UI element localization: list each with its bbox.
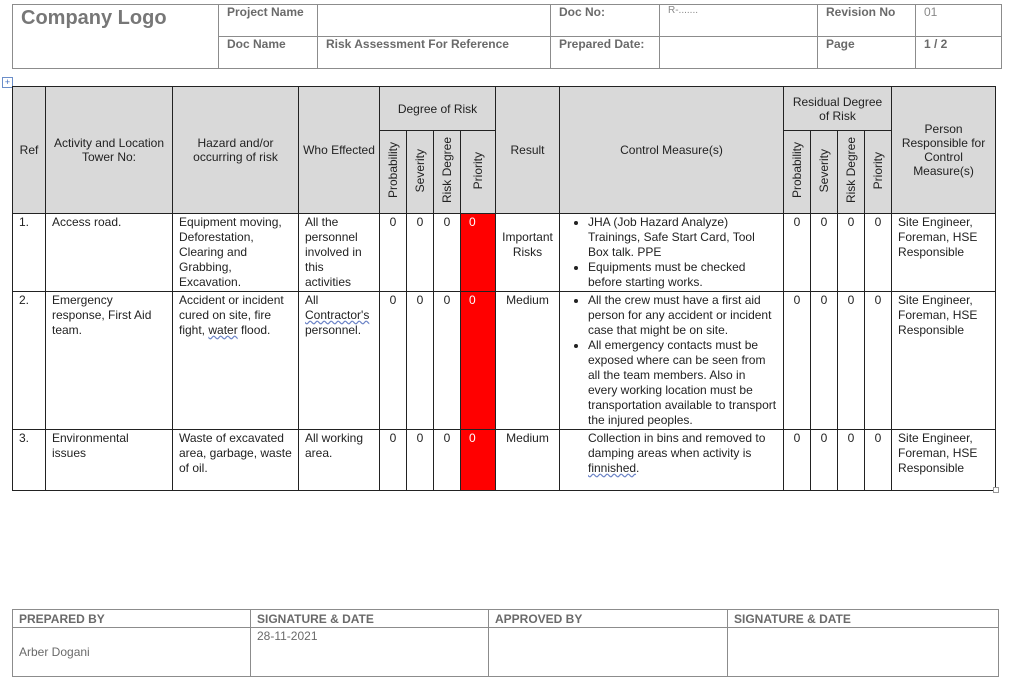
approved-by-label: APPROVED BY (489, 610, 728, 628)
col-header-hazard: Hazard and/or occurring of risk (173, 87, 299, 214)
prepared-by-label: PREPARED BY (13, 610, 251, 628)
risk-assessment-table (12, 86, 996, 491)
cell-residual-severity: 0 (811, 292, 838, 430)
cell-residual-probability: 0 (784, 430, 811, 491)
revision-no-label: Revision No (818, 5, 916, 37)
cell-residual-probability: 0 (784, 292, 811, 430)
prepared-date-label: Prepared Date: (551, 37, 660, 69)
cell-residual-priority: 0 (865, 292, 892, 430)
col-header-person-responsible: Person Responsible for Control Measure(s) (892, 87, 996, 214)
company-logo: Company Logo (13, 5, 219, 69)
table-row (13, 292, 996, 430)
col-header-result: Result (496, 87, 560, 214)
cell-residual-priority: 0 (865, 430, 892, 491)
control-measure-item: • JHA (Job Hazard Analyze) Trainings, Safe Start Card, Tool Box talk. PPE (588, 215, 777, 260)
col-header-probability: Probability (380, 131, 407, 214)
col-header-severity: Severity (407, 131, 434, 214)
col-header-residual-degree: Residual Degree of Risk (784, 87, 892, 131)
cell-control-measures (560, 292, 784, 430)
table-resize-handle[interactable] (993, 487, 999, 493)
cell-residual-severity: 0 (811, 214, 838, 292)
page-label: Page (818, 37, 916, 69)
cell-who-effected: All the personnel involved in this activities (299, 214, 380, 292)
cell-result: Medium (496, 292, 560, 430)
col-header-residual-risk-degree: Risk Degree (838, 131, 865, 214)
doc-name-value: Risk Assessment For Reference (318, 37, 551, 69)
cell-residual-risk-degree: 0 (838, 430, 865, 491)
cell-residual-priority: 0 (865, 214, 892, 292)
col-header-residual-probability: Probability (784, 131, 811, 214)
cell-result: Medium (496, 430, 560, 491)
project-name-value (318, 5, 551, 37)
cell-who-effected: All working area. (299, 430, 380, 491)
cell-ref: 2. (13, 292, 46, 430)
cell-probability: 0 (380, 214, 407, 292)
col-header-priority: Priority (461, 131, 496, 214)
revision-no-value: 01 (916, 5, 1002, 37)
project-name-label: Project Name (219, 5, 318, 37)
table-move-handle-icon[interactable]: + (2, 77, 13, 88)
signature-footer (12, 609, 999, 677)
doc-no-value: R-....... (660, 5, 818, 37)
page-value: 1 / 2 (916, 37, 1002, 69)
cell-priority: 0 (461, 214, 496, 292)
table-row (13, 214, 996, 292)
cell-residual-probability: 0 (784, 214, 811, 292)
col-header-risk-degree: Risk Degree (434, 131, 461, 214)
approved-by-value (489, 628, 728, 677)
cell-hazard: Accident or incident cured on site, fire fight, water flood. (173, 292, 299, 430)
col-header-residual-priority: Priority (865, 131, 892, 214)
col-header-residual-severity: Severity (811, 131, 838, 214)
cell-control-measures (560, 430, 784, 491)
cell-residual-risk-degree: 0 (838, 214, 865, 292)
cell-person-responsible: Site Engineer, Foreman, HSE Responsible (892, 214, 996, 292)
signature-date-label: SIGNATURE & DATE (728, 610, 999, 628)
cell-severity: 0 (407, 214, 434, 292)
col-header-degree-of-risk: Degree of Risk (380, 87, 496, 131)
control-measure-item: • All emergency contacts must be exposed where can be seen from all the team members. Also in every working location must be transportation available to transport the injured peoples. (588, 338, 777, 428)
cell-ref: 3. (13, 430, 46, 491)
cell-probability: 0 (380, 292, 407, 430)
cell-severity: 0 (407, 430, 434, 491)
signature-date-label: SIGNATURE & DATE (251, 610, 489, 628)
document-header (12, 4, 1002, 69)
cell-activity: Environmental issues (46, 430, 173, 491)
control-measure-item: Collection in bins and removed to damping areas when activity is finnished. (588, 431, 766, 475)
cell-control-measures (560, 214, 784, 292)
doc-name-label: Doc Name (219, 37, 318, 69)
cell-activity: Emergency response, First Aid team. (46, 292, 173, 430)
cell-who-effected: All Contractor's personnel. (299, 292, 380, 430)
cell-risk-degree: 0 (434, 430, 461, 491)
control-measure-item: • All the crew must have a first aid person for any accident or incident case that might be on site. (588, 293, 777, 338)
doc-no-label: Doc No: (551, 5, 660, 37)
prepared-date-value (660, 37, 818, 69)
cell-person-responsible: Site Engineer, Foreman, HSE Responsible (892, 430, 996, 491)
cell-severity: 0 (407, 292, 434, 430)
cell-residual-severity: 0 (811, 430, 838, 491)
cell-risk-degree: 0 (434, 214, 461, 292)
cell-risk-degree: 0 (434, 292, 461, 430)
cell-result: Important Risks (496, 214, 560, 292)
col-header-activity: Activity and Location Tower No: (46, 87, 173, 214)
col-header-control-measures: Control Measure(s) (560, 87, 784, 214)
col-header-who-effected: Who Effected (299, 87, 380, 214)
cell-priority: 0 (461, 430, 496, 491)
signature-date-value: 28-11-2021 (251, 628, 489, 677)
cell-residual-risk-degree: 0 (838, 292, 865, 430)
cell-person-responsible: Site Engineer, Foreman, HSE Responsible (892, 292, 996, 430)
cell-priority: 0 (461, 292, 496, 430)
cell-hazard: Equipment moving, Deforestation, Clearing and Grabbing, Excavation. (173, 214, 299, 292)
prepared-by-value: Arber Dogani (13, 628, 251, 677)
cell-hazard: Waste of excavated area, garbage, waste of oil. (173, 430, 299, 491)
control-measure-item: • Equipments must be checked before starting works. (588, 260, 777, 290)
table-row (13, 430, 996, 491)
cell-probability: 0 (380, 430, 407, 491)
signature-date-value (728, 628, 999, 677)
cell-activity: Access road. (46, 214, 173, 292)
cell-ref: 1. (13, 214, 46, 292)
col-header-ref: Ref (13, 87, 46, 214)
